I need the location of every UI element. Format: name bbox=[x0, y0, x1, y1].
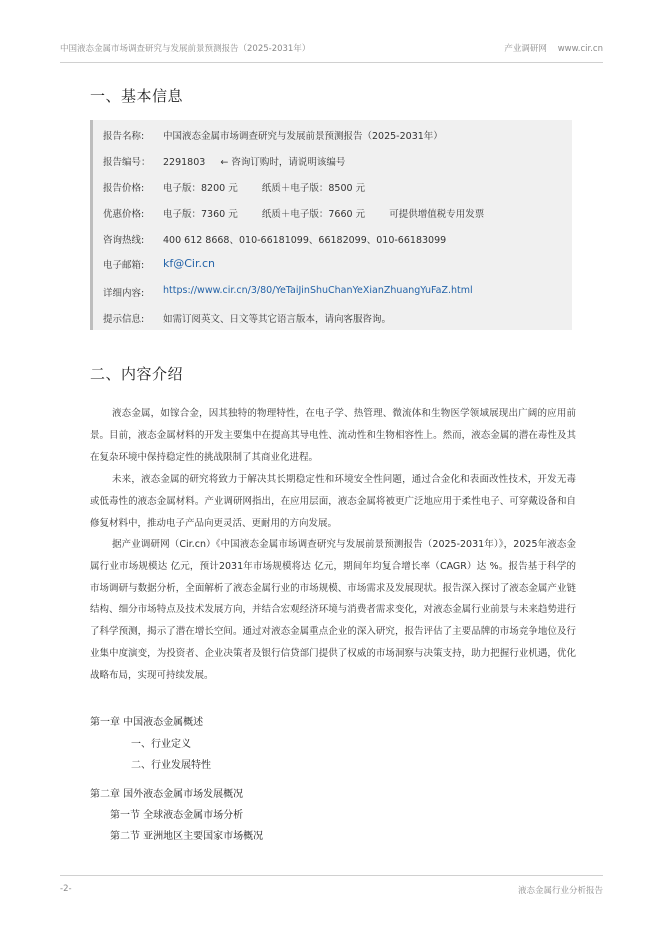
section-title-basic-info: 一、基本信息 bbox=[90, 87, 184, 105]
section-title-content: 二、内容介绍 bbox=[90, 365, 184, 383]
info-value bbox=[163, 154, 345, 168]
info-label: 报告编号： bbox=[103, 157, 151, 168]
toc-chapter-2: 第二章 国外液态金属市场发展概况 bbox=[90, 789, 244, 800]
info-value bbox=[163, 206, 484, 220]
email-link[interactable]: kf@Cir.cn bbox=[163, 257, 216, 270]
footer-report-tag: 液态金属行业分析报告 bbox=[517, 886, 603, 896]
page-footer bbox=[60, 884, 603, 896]
info-label: 咨询热线: bbox=[103, 235, 145, 246]
price-paper: 纸质＋电子版：8500 元 bbox=[261, 183, 366, 194]
info-label: 优惠价格: bbox=[103, 209, 145, 220]
toc-chapter-1: 第一章 中国液态金属概述 bbox=[90, 717, 204, 728]
content-paragraph: 液态金属，如镓合金，因其独特的物理特性，在电子学、热管理、微流体和生物医学领域展现出广阔的应用前景。目前，液态金属材料的开发主要集中在提高其导电性、流动性和生物相容性上。然而，液态金属的潜在毒性及其在复杂环境中保持稳定性的挑战限制了其商业化进程。 bbox=[90, 408, 576, 463]
content-paragraph: 据产业调研网（Cir.cn）《中国液态金属市场调查研究与发展前景预测报告（2025-2031年）》，2025年液态金属行业市场规模达 亿元，预计2031年市场规模将达 亿元，期间年均复合增长率（CAGR）达 %。报告基于科学的市场调研与数据分析，全面解析了液态金属行业的市场规模、市场需求及发展现状。报告深入探讨了液态金属产业链结构、细分市场特点及技术发展方向，并结合宏观经济环境与消费者需求变化，对液态金属行业前景与未来趋势进行了科学预测，揭示了潜在增长空间。通过对液态金属重点企业的深入研究，报告评估了主要品牌的市场竞争地位及行业集中度演变，为投资者、企业决策者及银行信贷部门提供了权威的市场洞察与决策支持，助力把握行业机遇，优化战略布局，实现可持续发展。 bbox=[90, 539, 576, 681]
info-value: 如需订阅英文、日文等其它语言版本，请向客服咨询。 bbox=[163, 314, 392, 325]
info-label: 报告名称: bbox=[103, 131, 145, 142]
header-divider bbox=[60, 62, 603, 63]
info-box bbox=[90, 120, 572, 330]
toc-item: 第一节 全球液态金属市场分析 bbox=[110, 810, 244, 821]
info-value: 中国液态金属市场调查研究与发展前景预测报告（2025-2031年） bbox=[163, 131, 443, 142]
toc-item: 第二节 亚洲地区主要国家市场概况 bbox=[110, 831, 264, 842]
toc-item: 二、行业发展特性 bbox=[131, 760, 211, 771]
detail-url-link[interactable]: https://www.cir.cn/3/80/YeTaiJinShuChanYeXianZhuangYuFaZ.html bbox=[163, 285, 473, 296]
info-label: 提示信息: bbox=[103, 314, 145, 325]
toc-item: 一、行业定义 bbox=[131, 739, 191, 750]
info-label: 详细内容: bbox=[103, 288, 145, 299]
report-number: 2291803 bbox=[163, 157, 206, 168]
info-value bbox=[163, 180, 365, 194]
discount-paper: 纸质＋电子版：7660 元 bbox=[261, 209, 366, 220]
hotline-numbers: 400 612 8668、010-66181099、66182099、010-66183099 bbox=[163, 235, 447, 246]
info-label: 报告价格: bbox=[103, 183, 145, 194]
discount-electronic: 电子版：7360 元 bbox=[163, 209, 238, 220]
report-number-note: ← 咨询订购时，请说明该编号 bbox=[220, 157, 346, 168]
price-electronic: 电子版：8200 元 bbox=[163, 183, 238, 194]
header-site-name: 产业调研网 bbox=[504, 44, 547, 54]
page-number: -2- bbox=[60, 884, 72, 894]
info-label: 电子邮箱: bbox=[103, 260, 145, 271]
content-paragraph: 未来，液态金属的研究将致力于解决其长期稳定性和环境安全性问题，通过合金化和表面改性技术，开发无毒或低毒性的液态金属材料。产业调研网指出，在应用层面，液态金属将被更广泛地应用于柔性电子、可穿戴设备和自修复材料中，推动电子产品向更灵活、更耐用的方向发展。 bbox=[90, 474, 576, 529]
footer-divider bbox=[60, 875, 603, 876]
invoice-note: 可提供增值税专用发票 bbox=[389, 209, 485, 220]
page-header bbox=[60, 42, 603, 54]
header-site-url[interactable]: www.cir.cn bbox=[557, 44, 603, 54]
header-doc-title: 中国液态金属市场调查研究与发展前景预测报告（2025-2031年） bbox=[60, 44, 311, 54]
header-site bbox=[504, 42, 603, 54]
